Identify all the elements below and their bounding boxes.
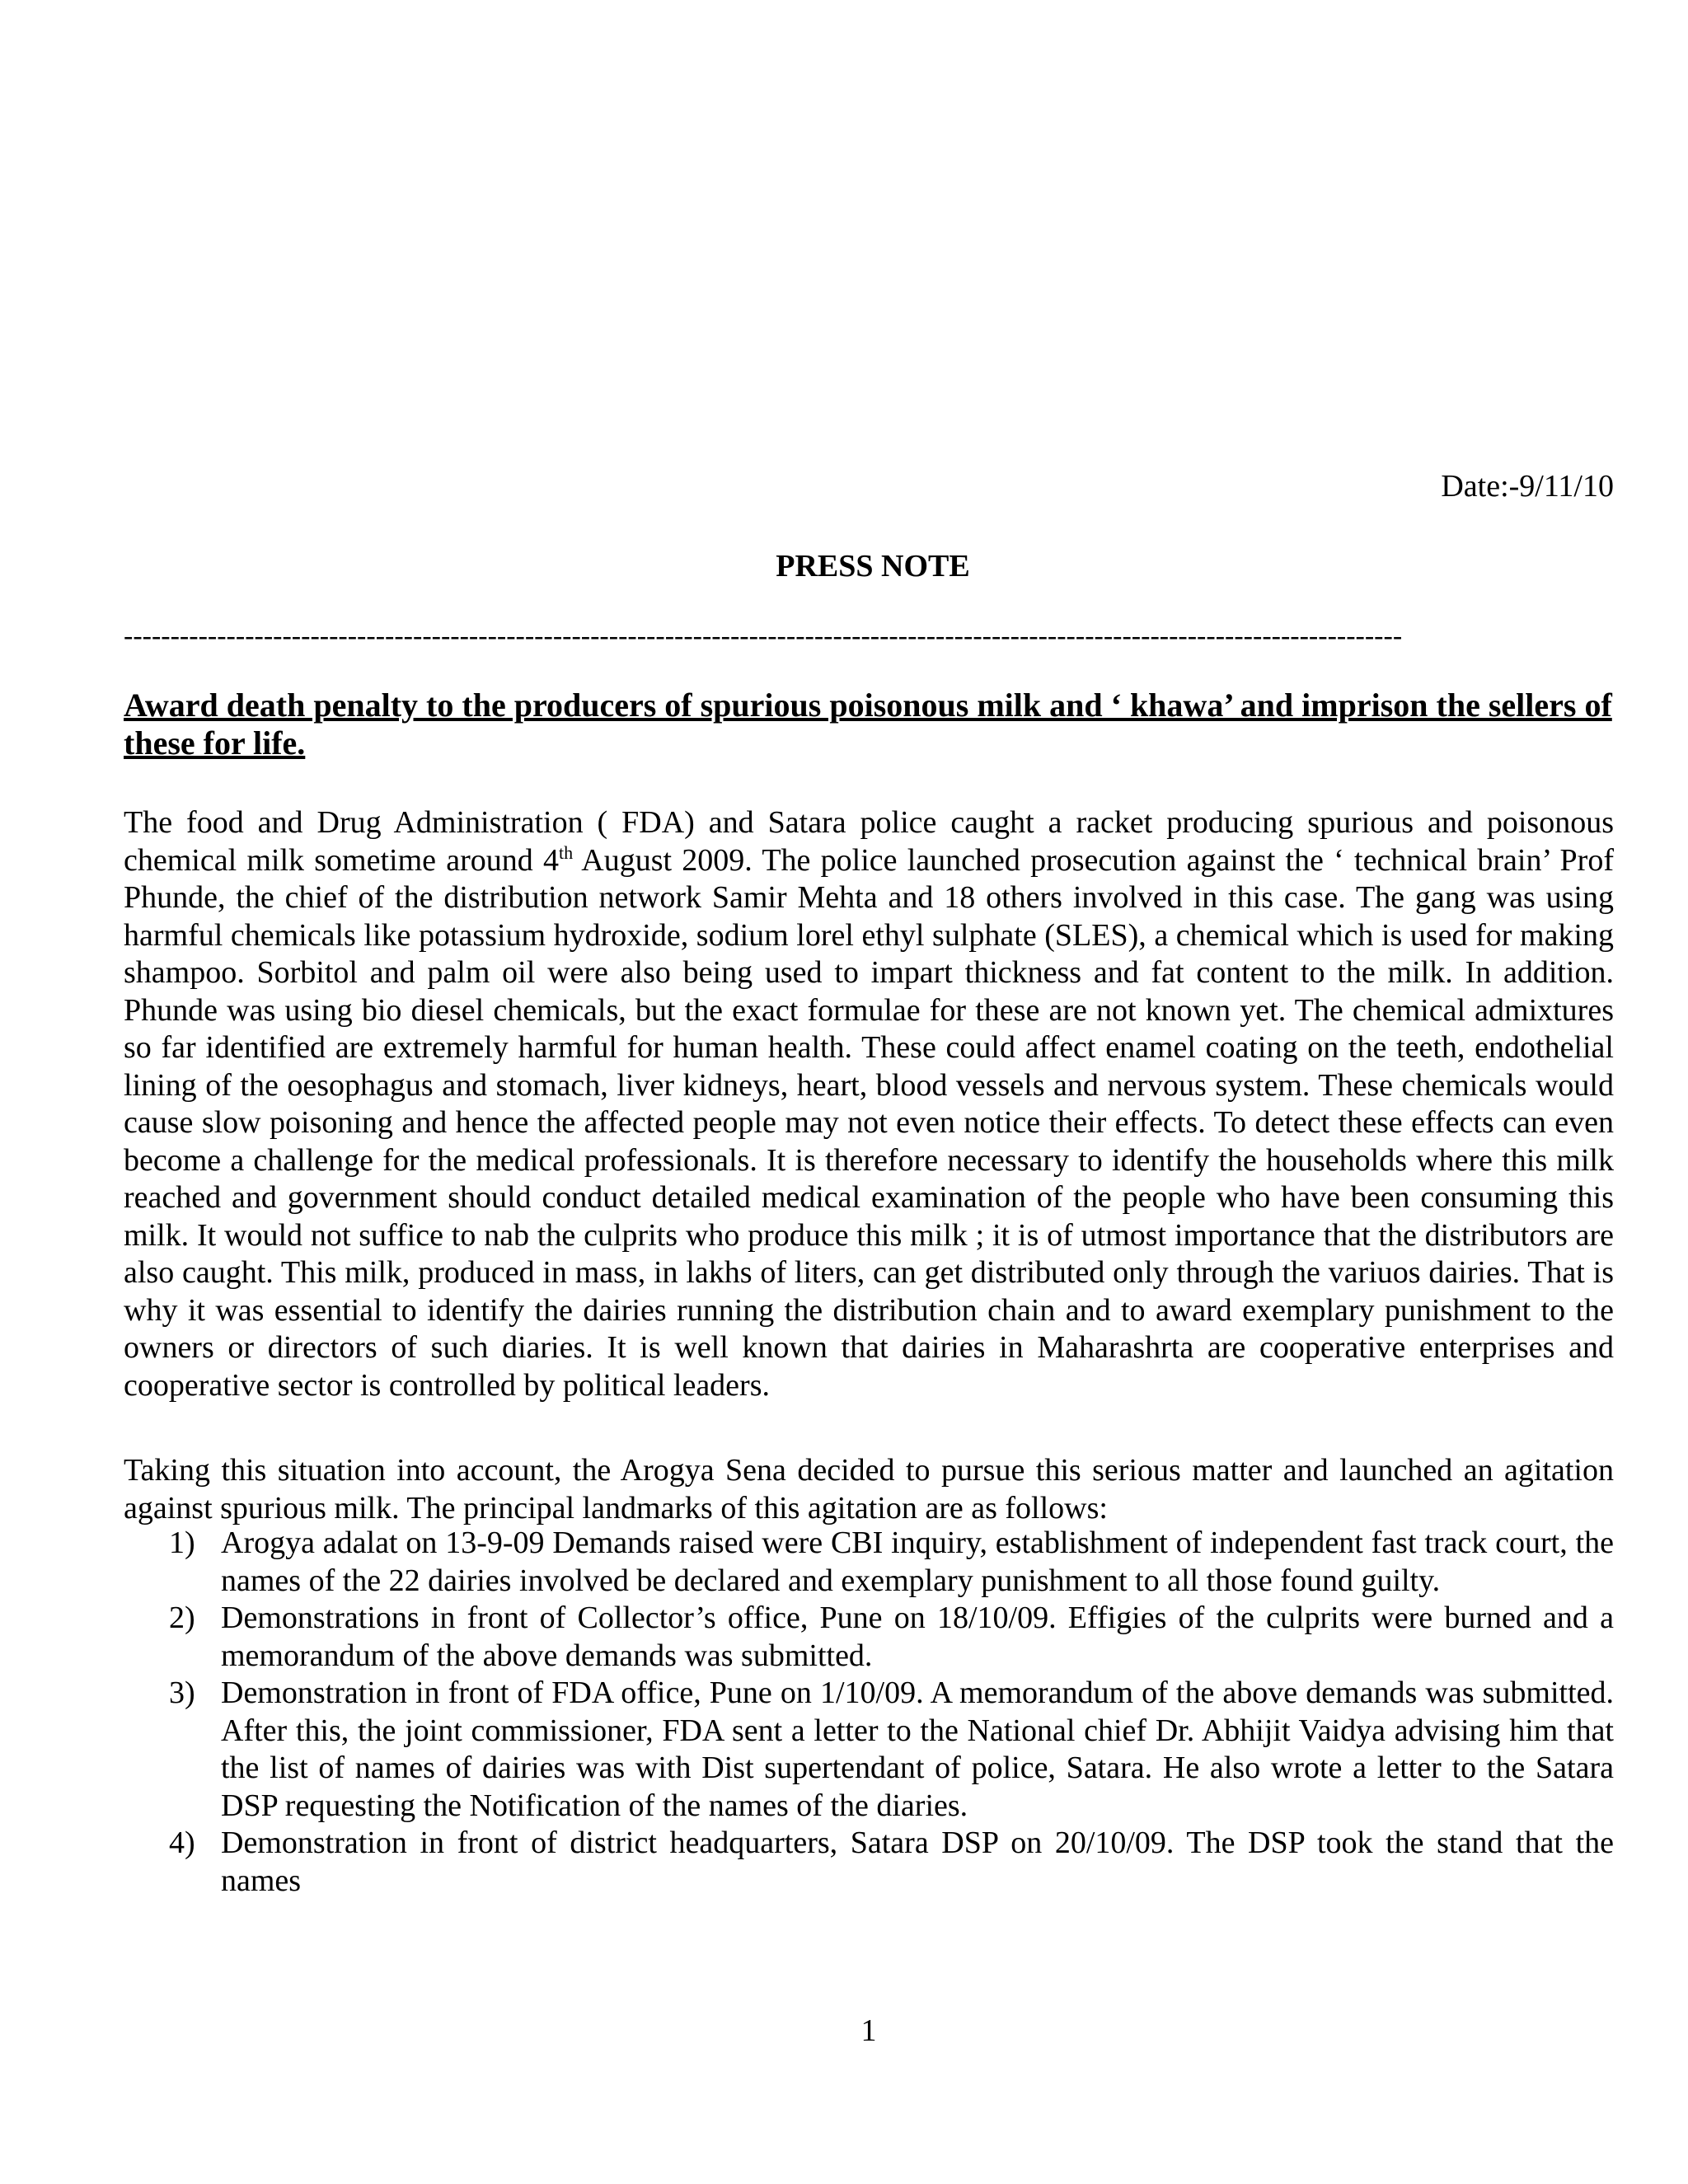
body-paragraph-1	[124, 804, 1614, 1404]
separator-line: -----------------------------------------------------------------------------------------------------------------------------------------	[124, 621, 1403, 651]
document-title: PRESS NOTE	[776, 549, 970, 583]
list-item	[124, 1600, 1614, 1675]
body-paragraph-2: Taking this situation into account, the Arogya Sena decided to pursue this serious matter and launched an agitation against spurious milk. The principal landmarks of this agitation are as follows:	[124, 1453, 1614, 1526]
list-item-text: Demonstration in front of FDA office, Pune on 1/10/09. A memorandum of the above demands was submitted. After this, the joint commissioner, FDA sent a letter to the National chief Dr. Abhijit Vaidya advising him that the list of names of dairies was with Dist supertendant of police, Satara. He also wrote a letter to the Satara DSP requesting the Notification of the names of the diaries.	[221, 1675, 1614, 1823]
list-item	[124, 1675, 1614, 1825]
headline: Award death penalty to the producers of spurious poisonous milk and ‘ khawa’ and imprison the sellers of these for life.	[124, 687, 1612, 762]
list-item-number: 2)	[169, 1601, 195, 1635]
list-item-number: 1)	[169, 1526, 195, 1560]
list-item-text: Arogya adalat on 13-9-09 Demands raised were CBI inquiry, establishment of independent fast track court, the names of the 22 dairies involved be declared and exemplary punishment to all those found guilty.	[221, 1526, 1614, 1598]
list-item-text: Demonstrations in front of Collector’s office, Pune on 18/10/09. Effigies of the culprits were burned and a memorandum of the above demands was submitted.	[221, 1601, 1614, 1673]
page-number: 1	[860, 2013, 877, 2048]
agitation-landmarks-list	[124, 1525, 1614, 1900]
list-item-text: Demonstration in front of district headquarters, Satara DSP on 20/10/09. The DSP took the stand that the names	[221, 1825, 1614, 1898]
ordinal-superscript: th	[559, 841, 574, 863]
document-date: Date:-9/11/10	[1441, 469, 1614, 504]
list-item-number: 4)	[169, 1825, 195, 1860]
paragraph-text: The food and Drug Administration ( FDA) and Satara police caught a racket producing spurious and poisonous chemical milk sometime around 4	[124, 805, 1614, 878]
list-item	[124, 1825, 1614, 1900]
paragraph-text: August 2009. The police launched prosecution against the ‘ technical brain’ Prof Phunde, the chief of the distribution network Samir Mehta and 18 others involved in this case. The gang was using harmful chemicals like potassium hydroxide, sodium lorel ethyl sulphate (SLES), a chemical which is used for making shampoo. Sorbitol and palm oil were also being used to impart thickness and fat content to the milk. In addition. Phunde was using bio diesel chemicals, but the exact formulae for these are not known yet. The chemical admixtures so far identified are extremely harmful for human health. These could affect enamel coating on the teeth, endothelial lining of the oesophagus and stomach, liver kidneys, heart, blood vessels and nervous system. These chemicals would cause slow poisoning and hence the affected people may not even notice their effects. To detect these effects can even become a challenge for the medical professionals. It is therefore necessary to identify the households where this milk reached and government should conduct detailed medical examination of the people who have been consuming this milk. It would not suffice to nab the culprits who produce this milk ; it is of utmost importance that the distributors are also caught. This milk, produced in mass, in lakhs of liters, can get distributed only through the variuos dairies. That is why it was essential to identify the dairies running the distribution chain and to award exemplary punishment to the owners or directors of such diaries. It is well known that dairies in Maharashrta are cooperative enterprises and cooperative sector is controlled by political leaders.	[124, 842, 1614, 1403]
list-item	[124, 1525, 1614, 1600]
list-item-number: 3)	[169, 1675, 195, 1710]
